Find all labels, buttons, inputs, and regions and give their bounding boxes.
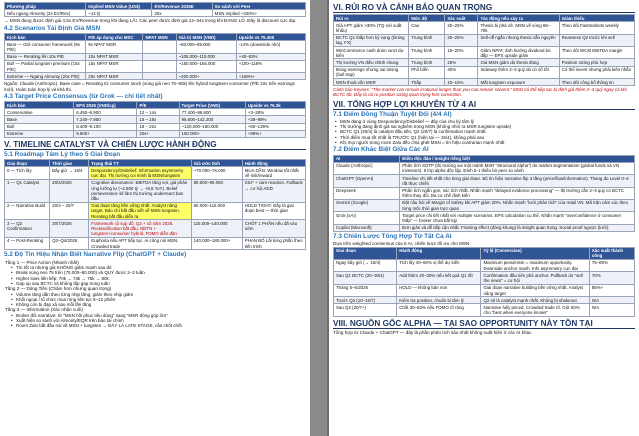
list-item: • MSN đang ở vùng Despondency/Disbelief — đây của chu kỳ tâm lý: [333, 119, 635, 124]
table-cell: Claude (Anthropic): [334, 162, 400, 174]
implied-value-note: → MSN đang được định giá 4,5x EV/Revenue trong khi đang LÃI. Các peer được định giá 12–34x trong khi ĐANG LỖ. Đây là discount cực đại.: [4, 18, 297, 24]
table-header-cell: EV/Revenue 2026E: [152, 3, 212, 10]
section-heading-7-2: 7.2 Điểm Khác Biệt Giữa Các AI: [333, 146, 429, 154]
table-header-cell: Giai đoạn: [5, 160, 50, 167]
table-cell: Bây giờ → 15/4: [50, 167, 89, 179]
table-cell: Cognitive dissonance: EBITDA tăng vọt, giá phản ứng lưỡng lự (~2.600 tỷ → +8,5 YoY). Belief perseverance sẽ làm thị trường underreact ban đầu: [89, 179, 191, 202]
table-cell: Giai đoạn tăng bền vững nhất. Analyst nâng target. Báo chí bắt đầu viết về MSN tungsten. Rerating bắt đầu diễn ra: [89, 202, 191, 220]
table-cell: 10x NPAT MSR: [86, 53, 143, 60]
table-cell: Theo dõi công bố thông tin: [559, 79, 634, 86]
table-cell: Conservative: [5, 109, 74, 116]
table-cell: Kiểm tra position, chuẩn bị tâm lý: [397, 297, 481, 304]
table-cell: Cao: [409, 22, 445, 34]
tier-2-list: [4, 292, 306, 308]
table-cell: Đặt câu hỏi về Margin of Safety khi APT giảm 20%. Nhấn mạnh "lười phân tích" của retail VN. Mã trận cảm xúc theo từng mốc thời gian trực quan: [400, 199, 635, 211]
table-cell: +3–28%: [245, 109, 305, 116]
list-item: • Break vùng neo 75 trên (75.000–80.000) và QUÝ được 2–3 tuần: [4, 270, 306, 275]
table-cell: 115.000–140.000: [191, 220, 242, 238]
table-cell: 150.000+: [179, 130, 245, 137]
table-cell: Confirmation đầu tiên phá anchor. Pullback do "sell the news" = cơ hội: [481, 272, 589, 284]
table-row: [5, 60, 306, 72]
table-cell: ~120.000–180.000: [179, 123, 245, 130]
list-item: • Tín tốt ra nhưng giá KHÔNG giảm mạnh sau đó: [4, 265, 306, 270]
table-cell: Grok (xAI): [334, 212, 400, 224]
table-cell: Sau Q2 (20/7+): [334, 304, 397, 316]
table-cell: MUA DẦN. Window tốt nhất về risk/reward: [242, 167, 305, 179]
table-cell: 0 — Tích lũy: [5, 167, 50, 179]
table-cell: 10–15%: [445, 79, 478, 86]
table-cell: 4 — Post-Rerating: [5, 237, 50, 249]
table-row: [334, 34, 635, 46]
table-cell: 25%: [445, 59, 478, 66]
section-viii-intro: Tổng hợp từ Claude + ChatGPT — đây là phần phân tích sâu nhất không xuất hiện ở các AI khác: [333, 329, 532, 335]
table-cell: Trung bình: [409, 47, 445, 59]
list-item: • Thời điểm mua tốt nhất là TRƯỚC Q1 (hiện tại — 15/4), không phải sau: [333, 135, 635, 140]
scenarios-table: [4, 33, 306, 80]
list-item: • Xuất hiện so sánh với Almonty/EQR trên báo tài chính: [4, 318, 306, 323]
tier-3-label: Tầng 3 — Information (Xác nhận cuối): [5, 307, 83, 313]
table-cell: Narrative fully priced. Crowded trade rõ. Giữ 50% cho "best when everyone knows": [481, 304, 589, 316]
table-cell: Phân tích ngắn gọn, súc tích nhất. Nhấn mạnh "delayed evidence processing" — thị trường cần 2–3 quý có BCTC thêm thay đổi. Ba cơ chế định kiến: [400, 187, 635, 199]
table-cell: CHỐT 1 PHẦN nếu đã vào sớm: [242, 220, 305, 238]
target-price-table: [4, 101, 306, 138]
table-cell: 40%: [445, 66, 478, 78]
table-cell: Trung bình: [409, 59, 445, 66]
implied-value-table: [4, 2, 306, 17]
table-header-cell: So sánh với Peer: [212, 3, 305, 10]
tier-1-label: Tầng 1 — Price Action (Nhanh nhất): [5, 259, 79, 265]
table-cell: ~70.000–76.000: [191, 167, 242, 179]
table-cell: Bear — Giữ consumer framework (9x P/E): [5, 41, 86, 53]
table-cell: Target price chi tiết nhất với multiple scenarios. EPS calculation cụ thể. Nhấn mạnh "overconfidence ở consumer thấp" — broker chưa bắt kịp: [400, 212, 635, 224]
table-header-cell: P/E áp dụng cho MSC: [86, 34, 143, 41]
table-header-cell: Xác suất thành công: [589, 247, 634, 259]
table-cell: HOLD TIGHT. Đây là giai đoạn best — thời gian: [242, 202, 305, 220]
table-header-cell: Thời gian: [50, 160, 89, 167]
table-header-cell: Tác động nếu xảy ra: [478, 15, 559, 22]
table-header-cell: Phương pháp: [5, 3, 86, 10]
table-row: [5, 167, 306, 179]
list-item: • Thị trường đang định giá sai nghiêm trọng MSN (không nhìn ra MSR tungsten upside): [333, 124, 635, 129]
table-cell: Maximum pessimism = maximum opportunity. Downside anchor mạnh. Info asymmetry cực đại: [481, 259, 589, 271]
table-cell: 140.000–180.000+: [191, 237, 242, 249]
table-header-cell: Implied MSN Value (US$): [86, 3, 152, 10]
list-item: • Higher lows liên tiếp: 70k → 73k → 75k → 80k: [4, 276, 306, 281]
list-item: • Volume tăng dần theo từng nhịp tăng, giảm theo nhịp giảm: [4, 292, 306, 297]
section-heading-vi: VI. RỦI RO VÀ CẢNH BÁO QUAN TRỌNG: [333, 3, 635, 13]
table-cell: Deepseek: [334, 187, 400, 199]
table-cell: -14% (downside nhỏ): [236, 41, 305, 53]
table-cell: 15 – 18x: [137, 116, 179, 123]
table-cell: Sideway thêm 2–3 quý dù có số tốt: [478, 66, 559, 78]
keynes-warning: Cảnh báo Keynes: "The market can remain irrational longer than you can remain solvent." MSN có thể tiếp tục bị định giá thêm 2–3 quý ngay cả khi BCTC tốt. Đây là rủi ro position sizing quan trọng hơn conviction.: [333, 87, 627, 98]
table-cell: 80.000–90.000: [191, 179, 242, 202]
table-row: [334, 47, 635, 59]
table-cell: 20x NPAT MSR: [86, 73, 143, 80]
table-cell: Sau Q1 BCTC (20–30/4): [334, 272, 397, 284]
table-cell: ~80.000–85.000: [176, 41, 236, 53]
table-cell: 7.240–7.950: [74, 116, 137, 123]
strategy-table: [333, 247, 635, 317]
tier-2-label: Tầng 2 — Dòng Tiền (Chậm hơn nhưng quan trọng): [5, 286, 112, 292]
table-cell: 6.450–6.900: [74, 109, 137, 116]
table-row: [334, 59, 635, 66]
table-cell: Theo dõi WCM EBITDA margin: [559, 47, 634, 59]
table-cell: +100–119%: [236, 60, 305, 72]
table-cell: 1 — Q1 Catalyst: [5, 179, 50, 202]
table-cell: MSN implied +340%+: [212, 10, 305, 17]
table-header-cell: Kịch bản: [5, 34, 86, 41]
table-cell: [143, 41, 176, 53]
table-cell: Ngay bây giờ (→ 15/4): [334, 259, 397, 271]
table-cell: Extreme: [5, 130, 74, 137]
table-cell: 85%+: [589, 284, 634, 296]
table-cell: SIU* + cam reaction. Fullback → cơ hội ADD: [242, 179, 305, 202]
roadmap-table: [4, 159, 306, 250]
table-cell: 15–20%: [445, 47, 478, 59]
table-cell: Gemini (Google): [334, 199, 400, 211]
table-cell: Tích lũy 40–60% vị thế dự kiến: [397, 259, 481, 271]
table-header-cell: Mức độ: [409, 15, 445, 22]
table-header-cell: Giá ước tính: [191, 160, 242, 167]
table-cell: 12 – 14x: [137, 109, 179, 116]
table-cell: 8.400–9.100: [74, 123, 137, 130]
table-header-cell: AI: [334, 155, 400, 162]
table-row: [334, 284, 635, 296]
document-page-left: [0, 0, 310, 436]
list-item: • BCTC Q1 (20/4) là catalyst đầu tiên, Q2 (20/7) là confirmation mạnh nhất: [333, 129, 635, 134]
table-row: [334, 297, 635, 304]
list-item: • Khối ngoại / tổ chức mua ròng liên tục 5–10 phiên: [4, 297, 306, 302]
table-row: [334, 22, 635, 34]
table-cell: Theo dõi Fastmarkets weekly: [559, 22, 634, 34]
table-header-cell: Tỷ lệ (Conversion): [481, 247, 589, 259]
table-cell: N/A: [589, 297, 634, 304]
table-cell: Phân tích SOTP (thị trường sai một mảnh MSR "Structural Alpha") do market segmentation (global funds và VN investors). 5 lớp alpha độc lập. Đính 5-1 thiếu bù peer so sánh: [400, 162, 635, 174]
table-row: [334, 212, 635, 224]
risk-table: [333, 14, 635, 86]
table-cell: [143, 53, 176, 60]
table-cell: ~105.000–115.000: [176, 53, 236, 60]
table-cell: Sell-off ngắn nhưng thesis vẫn nguyên: [478, 34, 559, 46]
table-cell: 75–80%: [589, 259, 634, 271]
table-cell: [143, 73, 176, 80]
table-header-cell: Giai đoạn: [334, 247, 397, 259]
table-cell: N/A: [589, 304, 634, 316]
tier-1-list: [4, 265, 306, 286]
table-cell: 20/7/2026: [50, 220, 89, 238]
list-item: • Broker đổi narrative: từ "MSN hồi phục tiêu dùng" sang "MSR đóng góp lớn": [4, 313, 306, 318]
section-heading-v: V. TIMELINE CATALYST VÀ CHIẾN LƯỢC HÀNH ĐỘNG: [4, 140, 306, 150]
table-row: [5, 116, 306, 123]
consensus-list: [333, 119, 635, 145]
table-row: [5, 109, 306, 116]
table-header-cell: Upside vs 75.300: [236, 34, 305, 41]
table-header-cell: EPS 2026 (VND/cp): [74, 102, 137, 109]
table-cell: PHAN BỐ Lãi từng phần theo tiến trình: [242, 237, 305, 249]
strategy-intro: Dựa trên weighted consensus của 6 AI, chiến lược tối ưu cho MSN:: [333, 241, 471, 247]
table-row: [334, 162, 635, 174]
table-cell: Q2 sẽ là catalyst mạnh nhất. Không bị shakeout: [481, 297, 589, 304]
table-row: [5, 123, 306, 130]
table-header-cell: Upside vs 75.3k: [245, 102, 305, 109]
table-header-cell: Xác suất: [445, 15, 478, 22]
table-row: [5, 130, 306, 137]
table-cell: +166%+: [236, 73, 305, 80]
table-cell: +40–53%: [236, 53, 305, 60]
tier-3-list: [4, 313, 306, 329]
section-heading-vii: VII. TỔNG HỢP LỢI KHUYÊN TỪ 4 AI: [333, 100, 635, 110]
table-row: [334, 199, 635, 211]
table-cell: +60–139%: [245, 123, 305, 130]
table-cell: Giá APT giảm >30% (TQ nới xuất khẩu): [334, 22, 409, 34]
section-heading-5-2: 5.2 Độ Tin Hiệu Nhận Biết Narrative Flip (ChatGPT + Claude): [4, 251, 187, 259]
table-row: [5, 220, 306, 238]
table-header-cell: Giảm thiểu: [559, 15, 634, 22]
table-cell: 20/4/2026: [50, 179, 89, 202]
table-header-cell: Giá trị MSN (VND): [176, 34, 236, 41]
table-cell: Thấp: [409, 79, 445, 86]
list-item: • Không còn bị đạp xả sau mỗi lần tăng: [4, 302, 306, 307]
table-cell: Giá MSN giảm dù thesis đúng: [478, 59, 559, 66]
table-cell: Extreme — Ngang Almonty (20x P/E): [5, 73, 86, 80]
table-row: [5, 202, 306, 220]
document-page-right: [329, 0, 639, 436]
table-header-cell: Rủi ro: [334, 15, 409, 22]
section-heading-7-1: 7.1 Điểm Đồng Thuận Tuyệt Đối (4/4 AI): [333, 110, 452, 118]
table-header-cell: NPAT MSN: [143, 34, 176, 41]
table-row: [5, 41, 306, 53]
table-cell: ChatGPT (OpenAI): [334, 175, 400, 187]
list-item: • Khi mọi người trong room Zalo đều chia ghét MSN = tín hiệu contrarian mạnh nhất: [333, 140, 635, 145]
table-cell: 20/4 – 20/7: [50, 202, 89, 220]
table-row: [334, 259, 635, 271]
table-row: [334, 304, 635, 316]
table-header-cell: P/E: [137, 102, 179, 109]
table-cell: MSN thoái vốn MSR: [334, 79, 409, 86]
table-cell: Đúng earnings nhưng sai timing (bull trap): [334, 66, 409, 78]
table-cell: HOLD — không bán non: [397, 284, 481, 296]
table-cell: 18 – 22x: [137, 123, 179, 130]
table-cell: Timeline chi tiết nhất cho từng giai đoạn. Bộ tín hiệu narrative flip 3 tầng (price/flow/information). Thang đo Level 0–4 rất thực chiến: [400, 175, 635, 187]
table-cell: Bull: [5, 123, 74, 130]
table-cell: Trước Q2 (10–15/7): [334, 297, 397, 304]
table-header-cell: Điểm độc đáo / Insight riêng biệt: [400, 155, 635, 162]
table-cell: 96.600–142.200: [179, 116, 245, 123]
table-header-cell: Target Price (VND): [179, 102, 245, 109]
table-cell: +28–89%: [245, 116, 305, 123]
table-cell: [143, 60, 176, 72]
table-cell: Despondency/Disbelief: Information asymmetry cực đại. Thị trường coi mình là MSN/tungsten: [89, 167, 191, 179]
table-cell: 20–25%: [445, 22, 478, 34]
list-item: • Room Zalo bắt đầu nói về MSN + tungsten → ĐÂY LÀ LATE STAGE, cần chốt chốt: [4, 323, 306, 328]
table-cell: Mất tungsten exposure: [478, 79, 559, 86]
table-cell: Framework cũ sụp đổ. Q2 + số năm 2025. Reclassification bắt đầu. NĐTN + tungsten+consumer hybrid. FOMO diễn đàn: [89, 220, 191, 238]
table-cell: Tháng 5–6/2026: [334, 284, 397, 296]
table-cell: Thị trường VN điều chỉnh chung: [334, 59, 409, 66]
table-cell: BCTC Q1 thấp hơn kỳ vọng (timing lag, FX): [334, 34, 409, 46]
table-cell: 15x NPAT MSR: [86, 60, 143, 72]
table-cell: Giảm NPAT, ảnh hưởng dividend bù đắp — EPS upside giảm: [478, 47, 559, 59]
section-heading-7-3: 7.3 Chiến Lược Tổng Hợp Từ Tất Cả AI: [333, 232, 452, 240]
table-row: [334, 79, 635, 86]
ai-differences-table: [333, 155, 635, 232]
section-heading-4-3: 4.3 Target Price Consensus (từ Grok — chi tiết nhất): [4, 92, 163, 100]
table-row: [5, 10, 306, 17]
table-cell: 20x: [152, 10, 212, 17]
scenarios-source-note: Nguồn: Claude (Anthropic). Base case = Rerating từ consumer stock (vùng giá neo 70–80k) lên hybrid tungsten+consumer (P/E 10x trên earnings mới). Hoàn toàn hợp lý và khả thi.: [4, 81, 295, 92]
table-row: [334, 66, 635, 78]
section-heading-5-1: 5.1 Roadmap Tâm Lý theo 5 Giai Đoạn: [4, 151, 121, 159]
table-cell: Base: [5, 116, 74, 123]
table-row: [334, 175, 635, 187]
table-cell: Trung bình: [409, 34, 445, 46]
table-cell: Đơn giản và dễ tiếp cận nhất. Framing effect (đóng khung) là insight quan trọng. Social proof ngược (lười): [400, 224, 635, 231]
table-cell: 2 — Narrative Build: [5, 202, 50, 220]
list-item: • Gap up sau BCTC và không lấp gap trong tuần: [4, 281, 306, 286]
table-cell: 70%: [589, 272, 634, 284]
table-row: [5, 53, 306, 60]
table-cell: Bull — Partial tungsten premium (15x P/E): [5, 60, 86, 72]
table-cell: Position sizing phù hợp: [559, 59, 634, 66]
table-row: [334, 224, 635, 231]
table-header-cell: Hành động: [242, 160, 305, 167]
table-header-cell: Trạng thái TT: [89, 160, 191, 167]
table-cell: 77.400–96.600: [179, 109, 245, 116]
table-cell: 9x NPAT MSR: [86, 41, 143, 53]
table-cell: Nếu ngang Almonty (2x EV/Rev): [5, 10, 86, 17]
section-heading-viii: VIII. NGUỒN GỐC ALPHA — TẠI SAO OPPORTUNITY NÀY TỒN TẠI: [333, 319, 635, 329]
table-cell: Có thể invest nhưng phải kiên nhẫn: [559, 66, 634, 78]
table-cell: 3 — Q2 Confirmation: [5, 220, 50, 238]
table-row: [5, 73, 306, 80]
table-header-cell: Kịch bản: [5, 102, 74, 109]
table-cell: 90.000–115.000: [191, 202, 242, 220]
table-cell: Copilot (Microsoft): [334, 224, 400, 231]
table-header-cell: Hành động: [397, 247, 481, 259]
table-cell: Chốt 30–50% nếu FOMO rõ ràng: [397, 304, 481, 316]
section-heading-4-2: 4.2 Scenarios Tái Định Giá MSN: [4, 24, 101, 32]
table-cell: +99%+: [245, 130, 305, 137]
table-row: [5, 179, 306, 202]
table-cell: Phổ biến: [409, 66, 445, 78]
table-row: [5, 237, 306, 249]
table-cell: 20x+: [137, 130, 179, 137]
table-row: [334, 187, 635, 199]
table-cell: Euphoria nếu APT tiếp tục. Ai cũng nói MSN. Crowded trade: [89, 237, 191, 249]
table-cell: ~14 tỷ: [86, 10, 152, 17]
table-cell: Q3–Q4/2026: [50, 237, 89, 249]
table-cell: 20–25%: [445, 34, 478, 46]
table-cell: WinCommerce cash drain vượt dự kiến: [334, 47, 409, 59]
table-row: [334, 272, 635, 284]
table-cell: Base — Rerating lên 10x P/E: [5, 53, 86, 60]
table-cell: ~200.000+: [176, 73, 236, 80]
table-cell: 9.800+: [74, 130, 137, 137]
table-cell: Add thêm 20–30% nếu kết quả Q1 tốt: [397, 272, 481, 284]
table-cell: ~150.000–165.000: [176, 60, 236, 72]
table-cell: Reassess Q2 trước khi sell: [559, 34, 634, 46]
table-cell: Giai đoạn narrative building bền vững nhất. Analyst nâng target: [481, 284, 589, 296]
table-cell: Thesis bị phá vỡ. MSN về vùng 65–70k: [478, 22, 559, 34]
